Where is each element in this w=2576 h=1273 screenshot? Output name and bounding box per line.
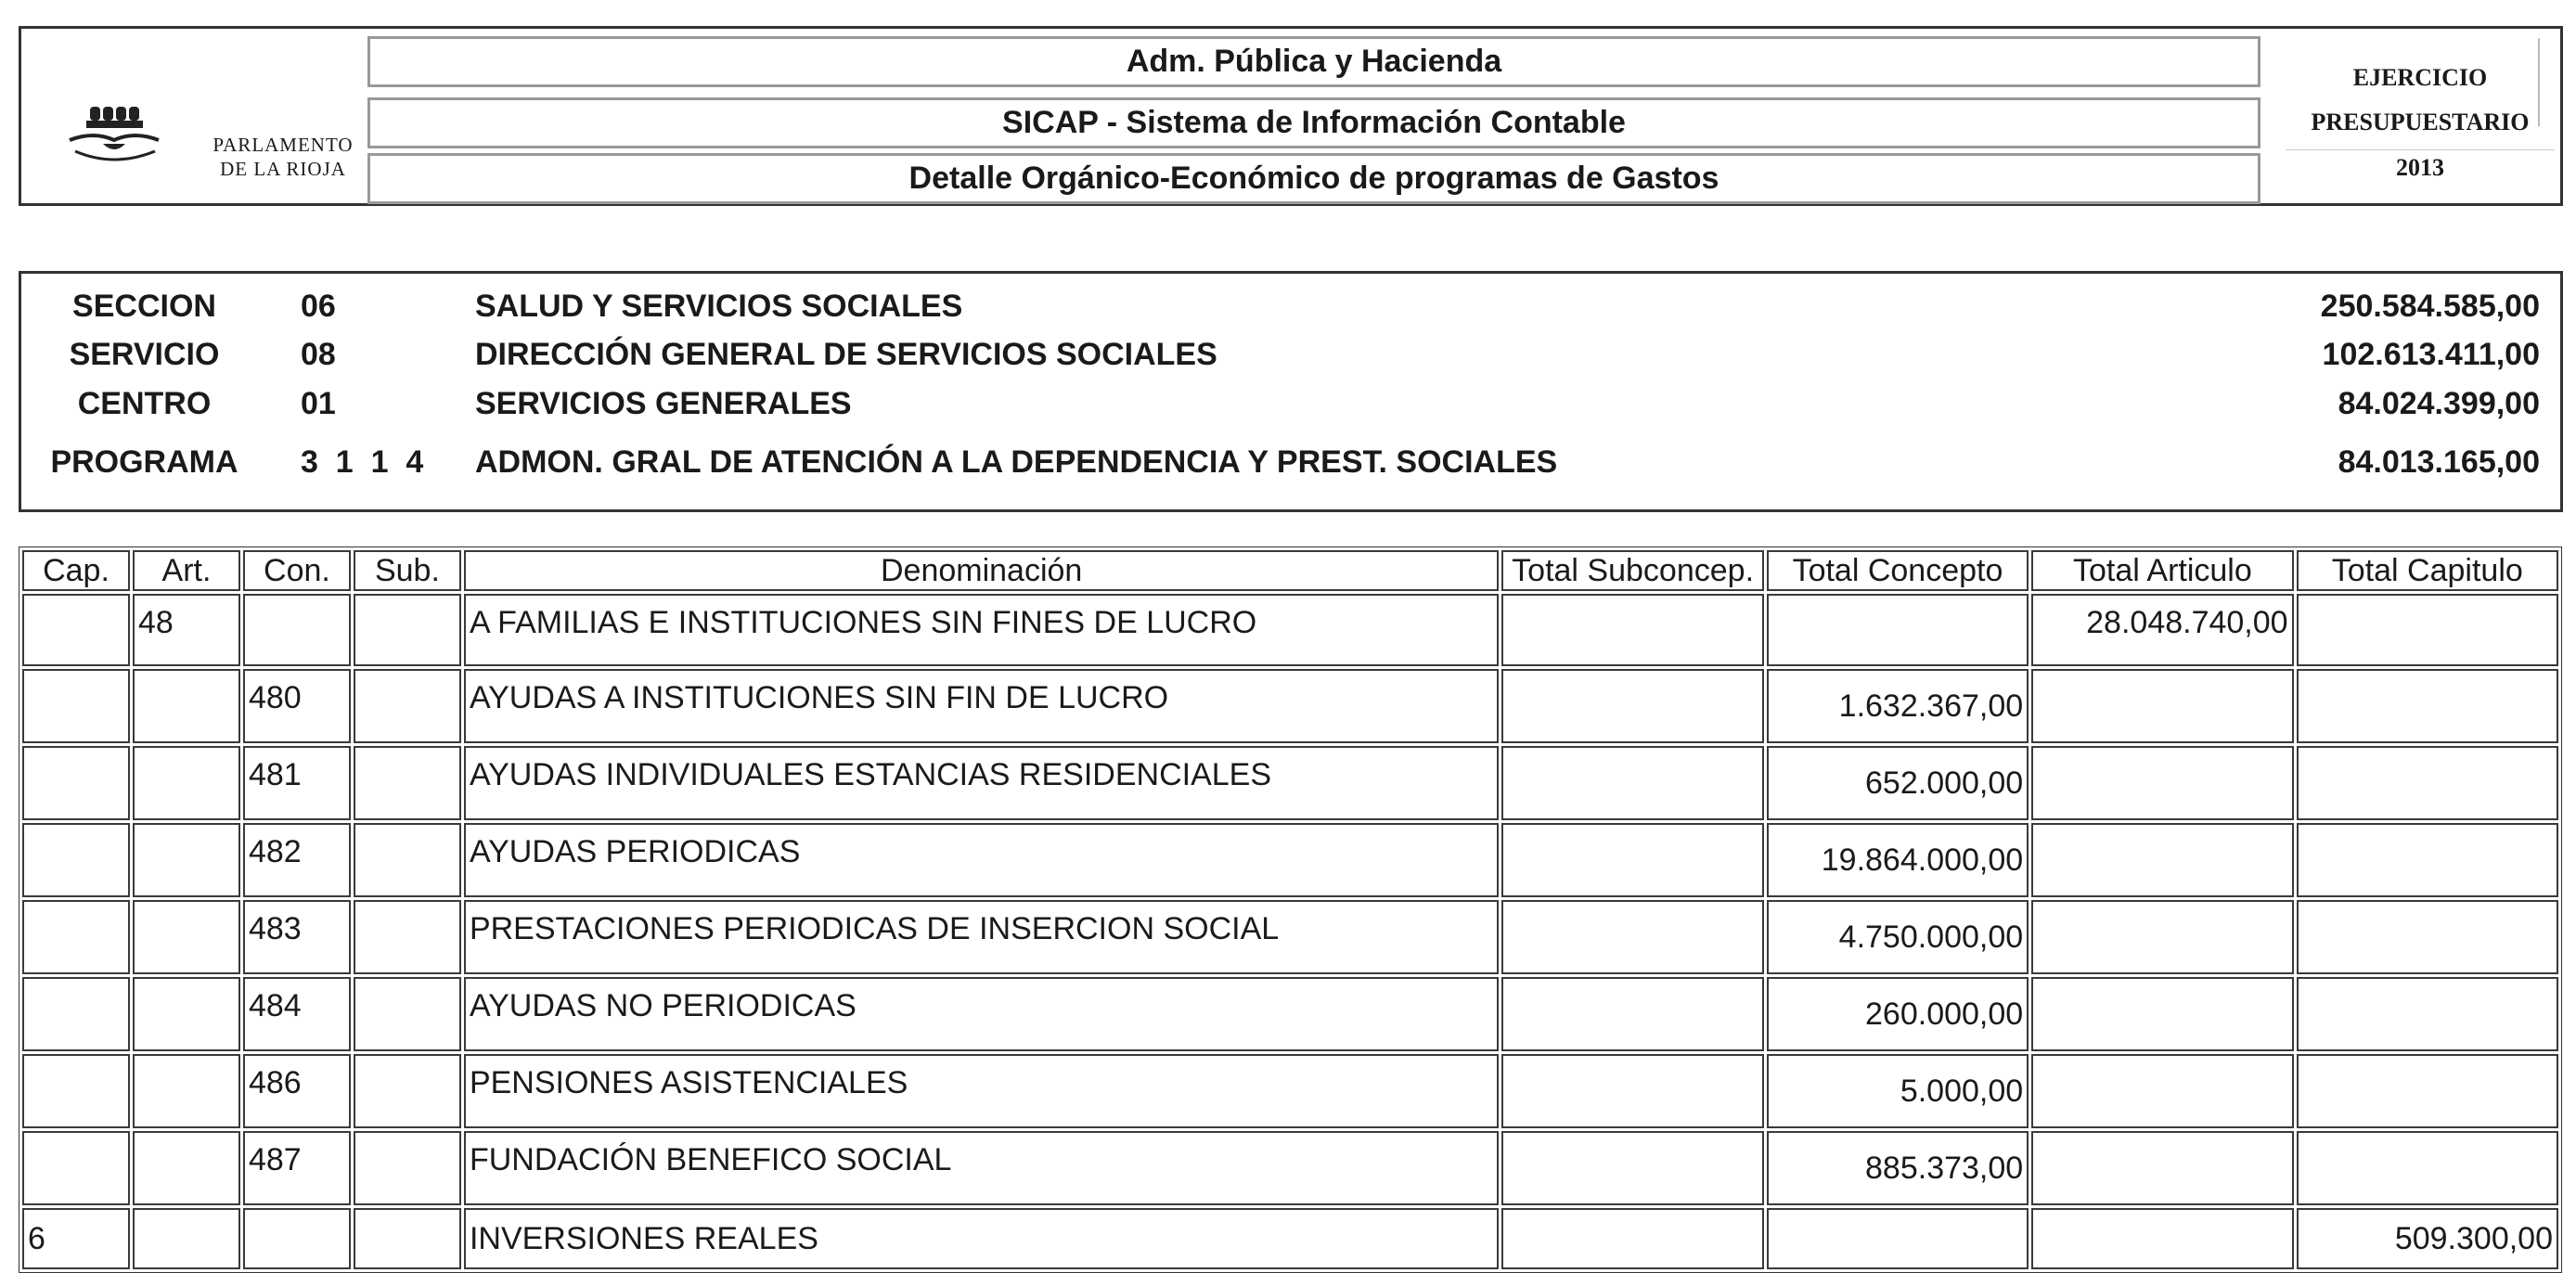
- cell-total-subconcepto: [1501, 746, 1763, 820]
- col-header-total-concepto: Total Concepto: [1767, 550, 2029, 591]
- cell-total-articulo: 28.048.740,00: [2031, 594, 2293, 666]
- cell-sub: [354, 669, 461, 743]
- cell-total-articulo: [2031, 1208, 2293, 1269]
- programa-name: ADMON. GRAL DE ATENCIÓN A LA DEPENDENCIA Y PREST. SOCIALES: [475, 444, 1558, 480]
- table-row: [22, 1131, 2558, 1205]
- cell-art: [133, 977, 240, 1051]
- programa-code: 3 1 1 4: [301, 444, 424, 480]
- cell-total-concepto: 4.750.000,00: [1767, 900, 2029, 974]
- cell-total-capitulo: [2297, 1131, 2558, 1205]
- programa-label: PROGRAMA: [50, 444, 238, 480]
- seccion-row: [21, 289, 2560, 329]
- cell-total-subconcepto: [1501, 669, 1763, 743]
- cell-sub: [354, 1131, 461, 1205]
- fiscal-year: 2013: [2396, 154, 2444, 181]
- cell-total-subconcepto: [1501, 900, 1763, 974]
- cell-total-articulo: [2031, 1131, 2293, 1205]
- centro-code: 01: [301, 386, 336, 421]
- cell-total-subconcepto: [1501, 977, 1763, 1051]
- table-row: [22, 1208, 2558, 1269]
- cell-cap: [22, 669, 130, 743]
- cell-art: [133, 1131, 240, 1205]
- programa-row: [21, 444, 2560, 485]
- cell-total-subconcepto: [1501, 1054, 1763, 1128]
- centro-amount: 84.024.399,00: [2338, 386, 2540, 421]
- cell-sub: [354, 1208, 461, 1269]
- cell-total-concepto: [1767, 1208, 2029, 1269]
- cell-sub: [354, 746, 461, 820]
- cell-cap: [22, 746, 130, 820]
- cell-denominacion: AYUDAS INDIVIDUALES ESTANCIAS RESIDENCIALES: [464, 746, 1499, 820]
- col-header-total-articulo: Total Articulo: [2031, 550, 2293, 591]
- cell-denominacion: A FAMILIAS E INSTITUCIONES SIN FINES DE LUCRO: [464, 594, 1499, 666]
- table-row: [22, 669, 2558, 743]
- cell-denominacion: PENSIONES ASISTENCIALES: [464, 1054, 1499, 1128]
- cell-art: [133, 1208, 240, 1269]
- report-title: Detalle Orgánico-Económico de programas de Gastos: [367, 153, 2260, 204]
- report-header: [19, 26, 2563, 206]
- cell-cap: [22, 823, 130, 897]
- servicio-code: 08: [301, 337, 336, 372]
- system-title: SICAP - Sistema de Información Contable: [367, 97, 2260, 148]
- cell-con: [243, 594, 351, 666]
- cell-total-capitulo: [2297, 669, 2558, 743]
- cell-total-articulo: [2031, 1054, 2293, 1128]
- cell-cap: 6: [22, 1208, 130, 1269]
- cell-cap: [22, 900, 130, 974]
- cell-cap: [22, 1054, 130, 1128]
- cell-total-capitulo: [2297, 977, 2558, 1051]
- seccion-amount: 250.584.585,00: [2320, 289, 2540, 324]
- cell-art: [133, 669, 240, 743]
- divider: [2286, 149, 2555, 150]
- cell-cap: [22, 1131, 130, 1205]
- cell-total-articulo: [2031, 977, 2293, 1051]
- cell-total-articulo: [2031, 900, 2293, 974]
- table-row: [22, 823, 2558, 897]
- cell-art: [133, 746, 240, 820]
- cell-art: [133, 823, 240, 897]
- cell-sub: [354, 900, 461, 974]
- cell-sub: [354, 594, 461, 666]
- cell-con: 480: [243, 669, 351, 743]
- cell-con: [243, 1208, 351, 1269]
- cell-denominacion: AYUDAS A INSTITUCIONES SIN FIN DE LUCRO: [464, 669, 1499, 743]
- col-header-denominacion: Denominación: [464, 550, 1499, 591]
- col-header-total-capitulo: Total Capitulo: [2297, 550, 2558, 591]
- seccion-code: 06: [301, 289, 336, 324]
- cell-total-concepto: 5.000,00: [1767, 1054, 2029, 1128]
- cell-sub: [354, 823, 461, 897]
- seccion-label: SECCION: [72, 289, 216, 324]
- table-row: [22, 1054, 2558, 1128]
- centro-row: [21, 386, 2560, 427]
- cell-total-capitulo: [2297, 746, 2558, 820]
- cell-total-concepto: 885.373,00: [1767, 1131, 2029, 1205]
- cell-total-concepto: 652.000,00: [1767, 746, 2029, 820]
- cell-total-articulo: [2031, 823, 2293, 897]
- col-header-sub: Sub.: [354, 550, 461, 591]
- cell-total-concepto: [1767, 594, 2029, 666]
- cell-con: 487: [243, 1131, 351, 1205]
- cell-total-subconcepto: [1501, 594, 1763, 666]
- col-header-cap: Cap.: [22, 550, 130, 591]
- cell-art: 48: [133, 594, 240, 666]
- cell-denominacion: AYUDAS NO PERIODICAS: [464, 977, 1499, 1051]
- program-info-box: [19, 271, 2563, 512]
- cell-total-capitulo: [2297, 900, 2558, 974]
- cell-sub: [354, 977, 461, 1051]
- table-row: [22, 746, 2558, 820]
- col-header-con: Con.: [243, 550, 351, 591]
- parliament-emblem-icon: [66, 103, 175, 168]
- cell-cap: [22, 594, 130, 666]
- centro-label: CENTRO: [77, 386, 212, 421]
- cell-art: [133, 900, 240, 974]
- presupuestario-label: PRESUPUESTARIO: [2311, 109, 2530, 135]
- cell-art: [133, 1054, 240, 1128]
- expense-detail-table: [19, 546, 2562, 1273]
- servicio-label: SERVICIO: [69, 337, 220, 372]
- table-row: [22, 594, 2558, 666]
- table-header-row: [22, 550, 2558, 591]
- servicio-amount: 102.613.411,00: [2322, 337, 2540, 372]
- cell-denominacion: AYUDAS PERIODICAS: [464, 823, 1499, 897]
- cell-con: 484: [243, 977, 351, 1051]
- cell-total-subconcepto: [1501, 1208, 1763, 1269]
- programa-amount: 84.013.165,00: [2338, 444, 2540, 480]
- cell-con: 483: [243, 900, 351, 974]
- servicio-name: DIRECCIÓN GENERAL DE SERVICIOS SOCIALES: [475, 337, 1217, 372]
- centro-name: SERVICIOS GENERALES: [475, 386, 852, 421]
- cell-denominacion: INVERSIONES REALES: [464, 1208, 1499, 1269]
- cell-sub: [354, 1054, 461, 1128]
- cell-total-capitulo: 509.300,00: [2297, 1208, 2558, 1269]
- cell-total-capitulo: [2297, 823, 2558, 897]
- cell-total-capitulo: [2297, 594, 2558, 666]
- servicio-row: [21, 337, 2560, 378]
- col-header-art: Art.: [133, 550, 240, 591]
- cell-total-articulo: [2031, 669, 2293, 743]
- cell-total-concepto: 19.864.000,00: [1767, 823, 2029, 897]
- cell-total-concepto: 1.632.367,00: [1767, 669, 2029, 743]
- cell-con: 482: [243, 823, 351, 897]
- cell-con: 486: [243, 1054, 351, 1128]
- cell-denominacion: PRESTACIONES PERIODICAS DE INSERCION SOCIAL: [464, 900, 1499, 974]
- divider: [2538, 38, 2540, 126]
- cell-cap: [22, 977, 130, 1051]
- cell-total-concepto: 260.000,00: [1767, 977, 2029, 1051]
- cell-total-capitulo: [2297, 1054, 2558, 1128]
- table-row: [22, 977, 2558, 1051]
- cell-denominacion: FUNDACIÓN BENEFICO SOCIAL: [464, 1131, 1499, 1205]
- table-row: [22, 900, 2558, 974]
- seccion-name: SALUD Y SERVICIOS SOCIALES: [475, 289, 963, 324]
- cell-con: 481: [243, 746, 351, 820]
- parliament-logo: [49, 84, 355, 186]
- department-title: Adm. Pública y Hacienda: [367, 36, 2260, 87]
- cell-total-subconcepto: [1501, 823, 1763, 897]
- logo-text-line1: PARLAMENTO: [213, 134, 354, 156]
- cell-total-subconcepto: [1501, 1131, 1763, 1205]
- logo-text-line2: DE LA RIOJA: [220, 158, 346, 180]
- ejercicio-label: EJERCICIO: [2352, 64, 2488, 91]
- col-header-total-subconcepto: Total Subconcep.: [1501, 550, 1763, 591]
- cell-total-articulo: [2031, 746, 2293, 820]
